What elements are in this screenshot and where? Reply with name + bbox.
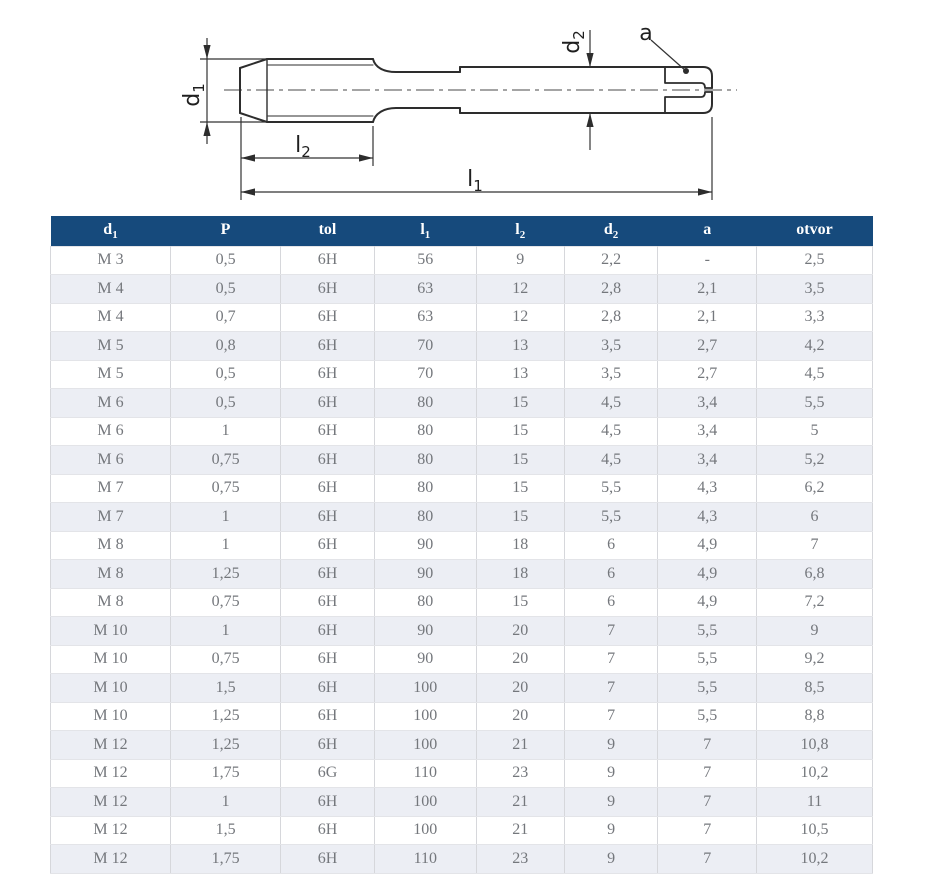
table-cell: 6H — [281, 275, 375, 304]
table-row — [51, 275, 873, 304]
table-cell: 10,2 — [757, 845, 873, 874]
table-cell: 63 — [374, 275, 476, 304]
table-cell: 1,75 — [171, 845, 281, 874]
table-row — [51, 731, 873, 760]
table-cell: 20 — [476, 702, 564, 731]
table-cell: 20 — [476, 674, 564, 703]
table-cell: 70 — [374, 360, 476, 389]
column-header-otvor: otvor — [757, 216, 873, 246]
table-cell: 4,9 — [658, 588, 757, 617]
table-cell: 4,5 — [564, 389, 658, 418]
table-cell: - — [658, 246, 757, 275]
table-cell: 1,25 — [171, 702, 281, 731]
table-cell: 5,5 — [658, 702, 757, 731]
table-cell: 7 — [757, 531, 873, 560]
table-cell: 18 — [476, 531, 564, 560]
table-cell: 7 — [564, 645, 658, 674]
table-row — [51, 645, 873, 674]
table-cell: 13 — [476, 332, 564, 361]
table-cell: 20 — [476, 645, 564, 674]
table-cell: 3,5 — [564, 360, 658, 389]
table-cell: 9 — [564, 845, 658, 874]
table-cell: 5,5 — [564, 503, 658, 532]
table-cell: 0,5 — [171, 246, 281, 275]
table-row — [51, 788, 873, 817]
table-cell: 80 — [374, 588, 476, 617]
table-cell: 6,2 — [757, 474, 873, 503]
table-cell: 9,2 — [757, 645, 873, 674]
table-cell: 1 — [171, 788, 281, 817]
header-row — [51, 216, 873, 246]
table-cell: 6H — [281, 845, 375, 874]
table-cell: 13 — [476, 360, 564, 389]
table-cell: 20 — [476, 617, 564, 646]
table-cell: 4,5 — [757, 360, 873, 389]
table-row — [51, 560, 873, 589]
table-cell: 6H — [281, 446, 375, 475]
table-cell: 63 — [374, 303, 476, 332]
table-cell: 7 — [564, 617, 658, 646]
table-cell: 1,25 — [171, 560, 281, 589]
table-cell: 1,5 — [171, 674, 281, 703]
table-cell: 12 — [476, 303, 564, 332]
table-cell: 6H — [281, 531, 375, 560]
table-cell: 2,7 — [658, 332, 757, 361]
table-cell: 6H — [281, 788, 375, 817]
table-cell: 6,8 — [757, 560, 873, 589]
table-cell: 0,8 — [171, 332, 281, 361]
table-cell: 5,5 — [564, 474, 658, 503]
table-cell: 80 — [374, 417, 476, 446]
table-cell: 6H — [281, 702, 375, 731]
table-cell: M 8 — [51, 560, 171, 589]
table-cell: 7 — [564, 674, 658, 703]
table-cell: 100 — [374, 702, 476, 731]
table-row — [51, 360, 873, 389]
table-cell: 1 — [171, 617, 281, 646]
table-cell: M 5 — [51, 360, 171, 389]
table-cell: 90 — [374, 617, 476, 646]
tap-drawing-svg — [0, 0, 925, 216]
table-cell: 21 — [476, 788, 564, 817]
table-row — [51, 389, 873, 418]
table-cell: 7 — [658, 816, 757, 845]
table-cell: 3,5 — [757, 275, 873, 304]
table-cell: 80 — [374, 446, 476, 475]
table-cell: M 12 — [51, 845, 171, 874]
table-cell: 7,2 — [757, 588, 873, 617]
table-cell: 6H — [281, 303, 375, 332]
table-cell: 6H — [281, 246, 375, 275]
table-cell: 0,5 — [171, 389, 281, 418]
table-cell: 2,1 — [658, 275, 757, 304]
spec-table-header — [51, 216, 873, 246]
table-cell: 18 — [476, 560, 564, 589]
table-row — [51, 474, 873, 503]
dim-label-l1: $l_1$ — [467, 167, 483, 195]
table-cell: M 5 — [51, 332, 171, 361]
table-cell: 0,75 — [171, 474, 281, 503]
table-cell: 7 — [658, 845, 757, 874]
table-cell: 1,25 — [171, 731, 281, 760]
table-cell: 15 — [476, 417, 564, 446]
table-row — [51, 759, 873, 788]
dim-label-a: a — [639, 21, 653, 46]
table-cell: 6H — [281, 731, 375, 760]
table-cell: M 10 — [51, 674, 171, 703]
table-cell: M 12 — [51, 759, 171, 788]
table-cell: 6H — [281, 816, 375, 845]
table-cell: 10,5 — [757, 816, 873, 845]
table-cell: 100 — [374, 731, 476, 760]
table-cell: M 7 — [51, 503, 171, 532]
spec-table — [50, 216, 873, 874]
spec-table-body — [51, 246, 873, 873]
table-row — [51, 531, 873, 560]
table-cell: 3,5 — [564, 332, 658, 361]
table-cell: 9 — [564, 759, 658, 788]
table-cell: M 12 — [51, 731, 171, 760]
table-cell: 4,5 — [564, 446, 658, 475]
column-header-l1: $l_1$ — [374, 216, 476, 246]
table-cell: 80 — [374, 503, 476, 532]
table-cell: 4,9 — [658, 560, 757, 589]
table-cell: 21 — [476, 816, 564, 845]
table-cell: 23 — [476, 845, 564, 874]
table-cell: 2,8 — [564, 303, 658, 332]
table-cell: 9 — [564, 788, 658, 817]
column-header-l2: $l_2$ — [476, 216, 564, 246]
table-cell: 90 — [374, 560, 476, 589]
table-cell: 6 — [564, 560, 658, 589]
table-cell: 1,5 — [171, 816, 281, 845]
table-cell: 6H — [281, 389, 375, 418]
table-cell: 8,5 — [757, 674, 873, 703]
table-cell: 0,5 — [171, 275, 281, 304]
table-cell: 110 — [374, 845, 476, 874]
table-cell: 15 — [476, 588, 564, 617]
table-cell: 2,8 — [564, 275, 658, 304]
table-cell: 6H — [281, 417, 375, 446]
tap-technical-drawing — [0, 0, 925, 216]
column-header-d1: $d_1$ — [51, 216, 171, 246]
table-cell: 7 — [564, 702, 658, 731]
table-cell: 3,4 — [658, 389, 757, 418]
table-cell: M 10 — [51, 617, 171, 646]
table-cell: 5,5 — [658, 674, 757, 703]
table-cell: 3,4 — [658, 417, 757, 446]
table-cell: 0,75 — [171, 446, 281, 475]
table-cell: 21 — [476, 731, 564, 760]
table-cell: 6H — [281, 674, 375, 703]
table-cell: 6H — [281, 360, 375, 389]
table-cell: 0,5 — [171, 360, 281, 389]
table-cell: 15 — [476, 503, 564, 532]
table-cell: 0,75 — [171, 645, 281, 674]
table-cell: M 8 — [51, 588, 171, 617]
table-cell: 80 — [374, 474, 476, 503]
table-cell: 3,3 — [757, 303, 873, 332]
column-header-d2: $d_2$ — [564, 216, 658, 246]
table-cell: 90 — [374, 645, 476, 674]
table-cell: 4,3 — [658, 503, 757, 532]
table-cell: 6 — [757, 503, 873, 532]
table-cell: 15 — [476, 389, 564, 418]
table-cell: M 4 — [51, 303, 171, 332]
table-row — [51, 617, 873, 646]
table-cell: 11 — [757, 788, 873, 817]
table-cell: M 12 — [51, 816, 171, 845]
table-row — [51, 816, 873, 845]
table-cell: 100 — [374, 788, 476, 817]
table-cell: 80 — [374, 389, 476, 418]
table-cell: 4,9 — [658, 531, 757, 560]
column-header-a: a — [658, 216, 757, 246]
table-cell: 6H — [281, 617, 375, 646]
table-cell: M 12 — [51, 788, 171, 817]
table-cell: M 6 — [51, 389, 171, 418]
dim-label-d2: $d_2$ — [560, 30, 588, 54]
table-row — [51, 446, 873, 475]
spec-table-container — [50, 216, 873, 874]
table-cell: 6 — [564, 531, 658, 560]
table-cell: 4,3 — [658, 474, 757, 503]
table-row — [51, 246, 873, 275]
table-cell: M 6 — [51, 446, 171, 475]
table-row — [51, 503, 873, 532]
table-cell: M 10 — [51, 702, 171, 731]
table-cell: 2,5 — [757, 246, 873, 275]
table-cell: 9 — [757, 617, 873, 646]
table-cell: 70 — [374, 332, 476, 361]
dim-label-l2: $l_2$ — [295, 133, 311, 161]
table-cell: 1 — [171, 417, 281, 446]
table-cell: 5,5 — [658, 645, 757, 674]
table-row — [51, 702, 873, 731]
table-cell: 1,75 — [171, 759, 281, 788]
table-cell: 15 — [476, 446, 564, 475]
table-row — [51, 332, 873, 361]
table-cell: 3,4 — [658, 446, 757, 475]
dimension-lines — [200, 30, 712, 200]
column-header-tol: tol — [281, 216, 375, 246]
table-cell: 7 — [658, 788, 757, 817]
table-cell: M 3 — [51, 246, 171, 275]
table-cell: 6H — [281, 645, 375, 674]
table-cell: 110 — [374, 759, 476, 788]
table-cell: M 8 — [51, 531, 171, 560]
table-cell: 7 — [658, 731, 757, 760]
table-cell: 90 — [374, 531, 476, 560]
table-cell: 1 — [171, 531, 281, 560]
dim-label-d1: $d_1$ — [180, 83, 208, 107]
table-cell: 6H — [281, 474, 375, 503]
table-cell: 0,7 — [171, 303, 281, 332]
table-cell: 5,5 — [757, 389, 873, 418]
column-header-p: P — [171, 216, 281, 246]
table-cell: M 6 — [51, 417, 171, 446]
table-cell: 6H — [281, 332, 375, 361]
table-cell: 6H — [281, 560, 375, 589]
table-cell: 4,2 — [757, 332, 873, 361]
table-cell: 10,2 — [757, 759, 873, 788]
table-cell: 1 — [171, 503, 281, 532]
table-cell: 5 — [757, 417, 873, 446]
table-row — [51, 303, 873, 332]
table-cell: 4,5 — [564, 417, 658, 446]
table-cell: M 7 — [51, 474, 171, 503]
table-cell: 2,2 — [564, 246, 658, 275]
table-cell: 2,1 — [658, 303, 757, 332]
table-cell: 7 — [658, 759, 757, 788]
table-cell: 100 — [374, 816, 476, 845]
table-cell: 6H — [281, 588, 375, 617]
table-cell: 9 — [476, 246, 564, 275]
table-cell: 5,2 — [757, 446, 873, 475]
table-cell: 100 — [374, 674, 476, 703]
table-cell: 8,8 — [757, 702, 873, 731]
table-row — [51, 588, 873, 617]
table-cell: 10,8 — [757, 731, 873, 760]
table-cell: 2,7 — [658, 360, 757, 389]
table-cell: 6 — [564, 588, 658, 617]
table-cell: 6G — [281, 759, 375, 788]
table-cell: M 10 — [51, 645, 171, 674]
leader-dot — [683, 68, 689, 74]
table-cell: 9 — [564, 731, 658, 760]
table-cell: M 4 — [51, 275, 171, 304]
table-cell: 56 — [374, 246, 476, 275]
table-row — [51, 417, 873, 446]
table-cell: 23 — [476, 759, 564, 788]
table-cell: 0,75 — [171, 588, 281, 617]
table-cell: 9 — [564, 816, 658, 845]
table-cell: 6H — [281, 503, 375, 532]
table-cell: 12 — [476, 275, 564, 304]
table-cell: 5,5 — [658, 617, 757, 646]
table-row — [51, 674, 873, 703]
table-row — [51, 845, 873, 874]
table-cell: 15 — [476, 474, 564, 503]
